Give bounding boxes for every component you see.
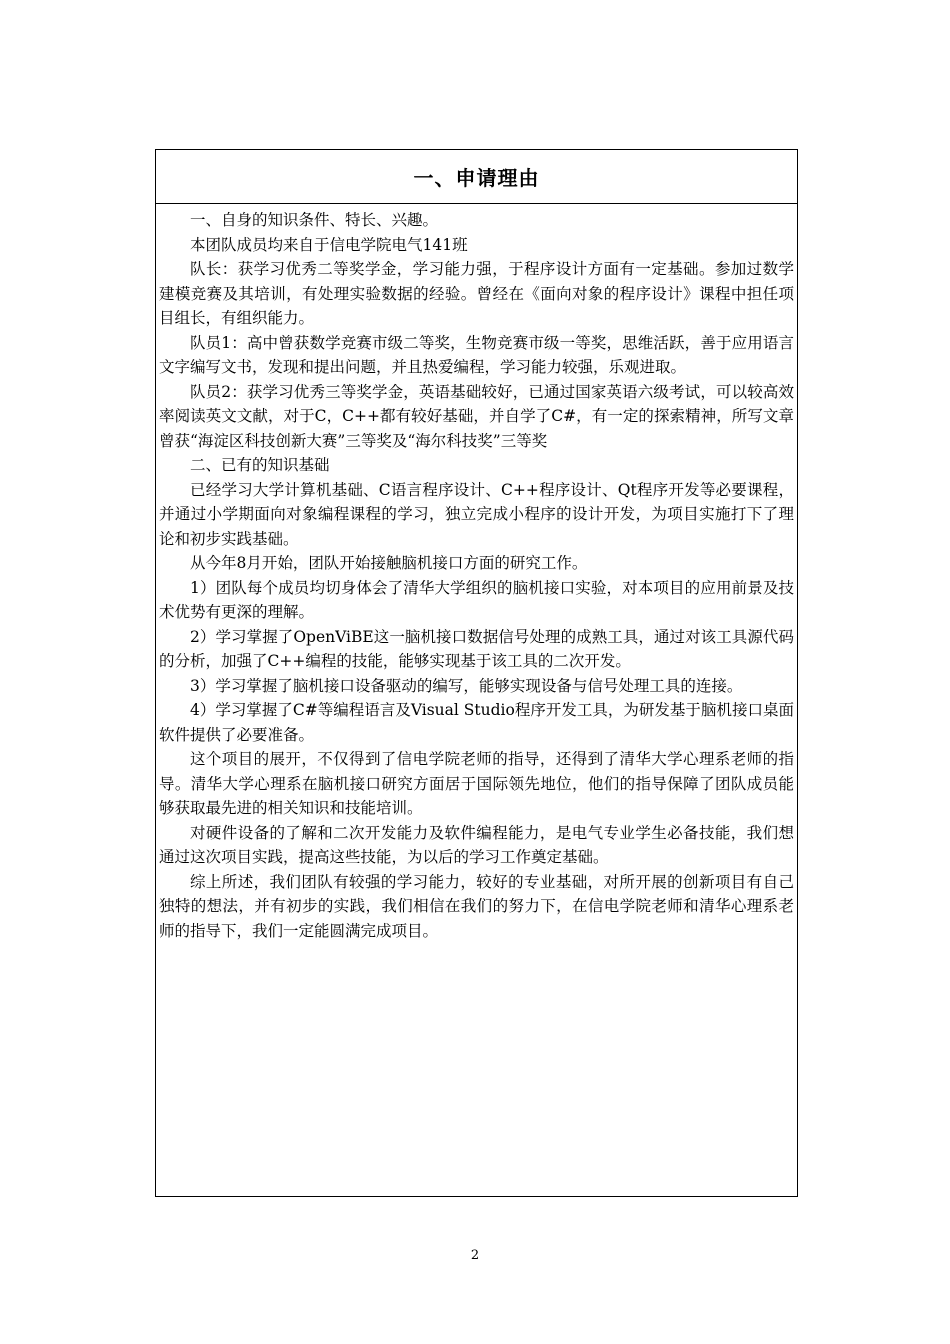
section-title: 一、申请理由: [413, 166, 540, 190]
paragraph: 队长：获学习优秀二等奖学金，学习能力强，于程序设计方面有一定基础。参加过数学建模竞赛及其培训，有处理实验数据的经验。曾经在《面向对象的程序设计》课程中担任项目组长，有组织能力。: [159, 260, 794, 327]
paragraph: 3）学习掌握了脑机接口设备驱动的编写，能够实现设备与信号处理工具的连接。: [190, 676, 743, 695]
paragraph: 本团队成员均来自于信电学院电气141班: [190, 235, 468, 254]
paragraph: 二、已有的知识基础: [190, 456, 330, 474]
paragraph: 队员1：高中曾获数学竞赛市级二等奖，生物竞赛市级一等奖，思维活跃，善于应用语言文字编写文书，发现和提出问题，并且热爱编程，学习能力较强，乐观进取。: [159, 333, 794, 376]
paragraph: 对硬件设备的了解和二次开发能力及软件编程能力，是电气专业学生必备技能，我们想通过这次项目实践，提高这些技能，为以后的学习工作奠定基础。: [159, 823, 794, 866]
paragraph: 已经学习大学计算机基础、C语言程序设计、C++程序设计、Qt程序开发等必要课程，并通过小学期面向对象编程课程的学习，独立完成小程序的设计开发，为项目实施打下了理论和初步实践基础。: [159, 480, 794, 548]
section-header: [156, 150, 797, 204]
paragraph: 4）学习掌握了C#等编程语言及Visual Studio程序开发工具，为研发基于脑机接口桌面软件提供了必要准备。: [159, 701, 794, 744]
paragraph: 从今年8月开始，团队开始接触脑机接口方面的研究工作。: [190, 554, 588, 572]
section-body: [156, 204, 797, 943]
paragraph: 1）团队每个成员均切身体会了清华大学组织的脑机接口实验，对本项目的应用前景及技术优势有更深的理解。: [159, 578, 794, 621]
application-table: [155, 149, 798, 1197]
paragraph: 队员2：获学习优秀三等奖学金，英语基础较好，已通过国家英语六级考试，可以较高效率阅读英文文献，对于C，C++都有较好基础，并自学了C#，有一定的探索精神，所写文章曾获“海淀区科技创新大赛”三等奖及“海尔科技奖”三等奖: [159, 382, 794, 450]
page-number: 2: [470, 1248, 480, 1263]
paragraph: 一、自身的知识条件、特长、兴趣。: [190, 211, 439, 229]
paragraph: 这个项目的展开，不仅得到了信电学院老师的指导，还得到了清华大学心理系老师的指导。清华大学心理系在脑机接口研究方面居于国际领先地位，他们的指导保障了团队成员能够获取最先进的相关知识和技能培训。: [159, 750, 794, 817]
paragraph: 2）学习掌握了OpenViBE这一脑机接口数据信号处理的成熟工具，通过对该工具源代码的分析，加强了C++编程的技能，能够实现基于该工具的二次开发。: [159, 627, 794, 670]
paragraph: 综上所述，我们团队有较强的学习能力，较好的专业基础，对所开展的创新项目有自己独特的想法，并有初步的实践，我们相信在我们的努力下，在信电学院老师和清华心理系老师的指导下，我们一定能圆满完成项目。: [159, 872, 794, 940]
